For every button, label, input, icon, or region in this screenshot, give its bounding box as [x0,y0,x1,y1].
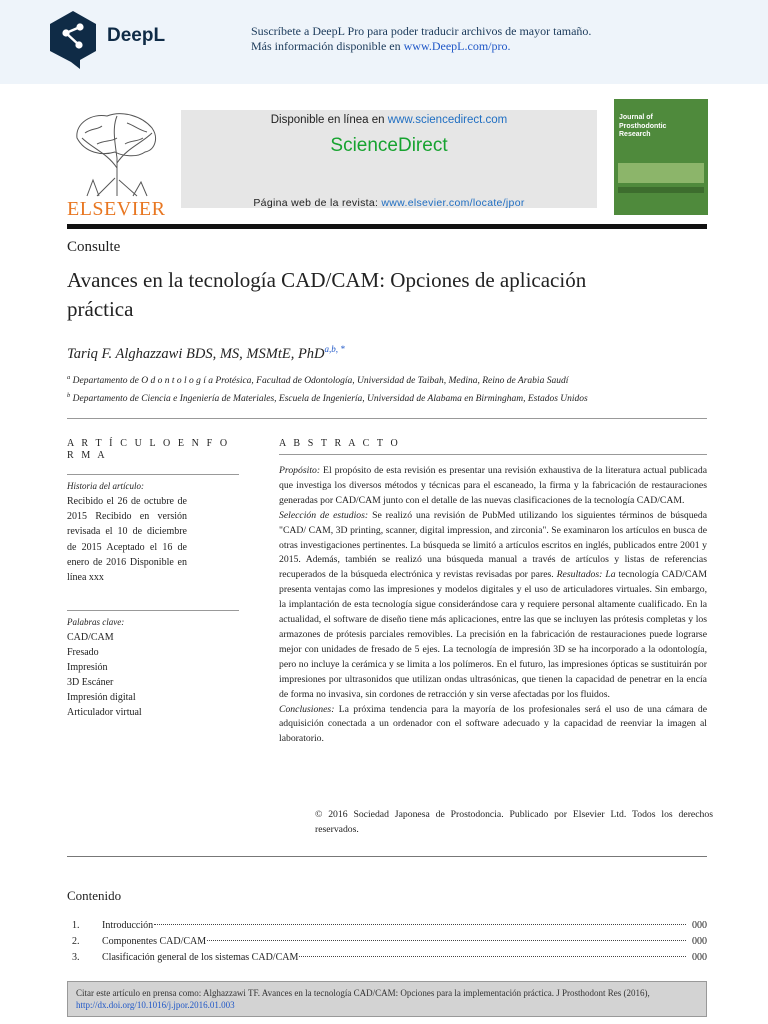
deepl-logo-text[interactable]: DeepL [107,25,166,46]
available-online: Disponible en línea en www.sciencedirect.com [270,114,508,126]
keyword: Impresión digital [67,692,136,703]
article-info-heading: A R T Í C U L O E N F O R M A [67,438,230,461]
history-label: Historia del artículo: [67,481,144,491]
divider [279,454,707,455]
journal-cover-title: Journal of Prosthodontic Research [619,114,667,138]
cover-photo-strip [618,163,704,183]
abstract-heading: A B S T R A C T O [279,438,401,449]
toc-item[interactable]: 3. Clasificación general de los sistemas CAD/CAM 000 [72,952,707,963]
abstract-purpose: Propósito: El propósito de esta revisión es presentar una revisión exhaustiva de la literatura actual publicada que investiga los diversos métodos y técnicas para el escaneado, la firma y la fabricación de restauraciones generadas por CAD/CAM junto con el detalle de las nuevas clasificaciones de la tecnología CAD/CAM. [279,465,707,506]
deepl-logo-icon[interactable] [47,9,99,71]
journal-homepage: Página web de la revista: www.elsevier.com/locate/jpor [253,197,525,209]
history-text: Recibido el 26 de octubre de 2015 Recibido en versión revisada el 10 de diciembre de 2015 Aceptado el 16 de enero de 2016 Disponible en línea xxx [67,496,187,584]
table-of-contents [67,918,707,966]
keywords-list [67,630,142,720]
elsevier-wordmark: ELSEVIER [67,198,166,220]
keywords-label: Palabras clave: [67,617,125,627]
keyword: Impresión [67,662,108,673]
article-type: Consulte [67,239,121,255]
keyword: 3D Escáner [67,677,114,688]
abstract-body [279,464,707,747]
deepl-banner [0,0,768,84]
divider [67,474,239,475]
article-authors: Tariq F. Alghazzawi BDS, MS, MSMtE, PhD$^{a,b, *}$ [67,344,345,362]
divider [67,418,707,419]
keyword: CAD/CAM [67,632,114,643]
abstract-conclusions: Conclusiones: La próxima tendencia para la mayoría de los profesionales será el uso de una cámara de adquisición conectada a un ordenador con el software adecuado y la capacidad de reenviar la imagen al laboratorio. [279,703,707,745]
citation-text: Citar este artículo en prensa como: Alghazzawi TF. Avances en la tecnología CAD/CAM: Opciones para la implementación práctica. J Prosthodont Res (2016), [76,988,650,998]
affiliations [67,371,687,406]
toc-item[interactable]: 2. Componentes CAD/CAM 000 [72,936,707,947]
divider [67,610,239,611]
journal-homepage-link[interactable]: www.elsevier.com/locate/jpor [381,197,525,209]
promo-text [251,24,591,54]
keyword: Articulador virtual [67,707,142,718]
sciencedirect-box [181,110,597,208]
header-divider [67,224,707,229]
keyword: Fresado [67,647,99,658]
sciencedirect-link[interactable]: www.sciencedirect.com [387,114,508,126]
journal-cover-image [614,99,708,215]
sciencedirect-name: ScienceDirect [330,135,448,156]
cover-band [618,187,704,193]
affiliation-a: $^a$ Departamento de O d o n t o l o g í a Protésica, Facultad de Odontología, Universidad de Taibah, Medina, Reino de Arabia Saudí [67,374,569,387]
contents-heading: Contenido [67,888,122,903]
citation-box [67,981,707,1017]
author-affiliation-marks[interactable]: a,b, * [324,344,345,354]
promo-line-1: Suscríbete a DeepL Pro para poder traducir archivos de mayor tamaño. [251,24,592,38]
deepl-pro-link[interactable]: www.DeepL.com/pro. [403,39,511,53]
elsevier-tree-logo-icon [67,108,163,198]
doi-link[interactable]: http://dx.doi.org/10.1016/j.jpor.2016.01.003 [76,999,235,1010]
affiliation-b: $^b$ Departamento de Ciencia e Ingeniería de Materiales, Escuela de Ingeniería, Universidad de Alabama en Birmingham, Estados Unidos [67,391,588,404]
divider [67,856,707,857]
copyright-notice: © 2016 Sociedad Japonesa de Prostodoncia. Publicado por Elsevier Ltd. Todos los derechos reservados. [315,809,713,835]
promo-line-2: Más información disponible en www.DeepL.com/pro. [251,39,511,53]
article-title: Avances en la tecnología CAD/CAM: Opciones de aplicación práctica [67,268,587,321]
abstract-selection: Selección de estudios: Se realizó una revisión de PubMed utilizando los siguientes términos de búsqueda "CAD/ CAM, 3D printing, scanner, digital impression, and zirconia". Se examinaron los artículos en busca de otras investigaciones pertinentes. La búsqueda se limitó a artículos escritos en inglés, publicados entre 2001 y 2015. Además, también se realizó una búsqueda manual a través de artículos y listas de referencias recuperados de la búsqueda electrónica y revistas revisadas por pares. Resultados: La tecnología CAD/CAM presenta ventajas como las impresiones y modelos digitales y el uso de articuladores virtuales. Sin embargo, la implantación de esta tecnología sigue considerándose cara y requiere personal altamente cualificado. En la actualidad, el software de diseño tiene más aplicaciones, entre las que se incluyen las prótesis completas y los armazones de prótesis parciales removibles. La precisión en la fabricación de restauraciones puede lograrse mejor con unidades de fresado de 5 ejes. La tecnología de impresión 3D se ha incorporado a la odontología, pero no incluye la cerámica y se limita a los polímeros. En el futuro, las impresiones ópticas se sustituirán por impresiones por ultrasonidos que utilizan ondas ultrasónicas, que tienen la capacidad de penetrar en la encía de forma no invasiva, sin cordones de retracción y sin verse afectadas por los fluidos. [279,509,708,700]
toc-item[interactable]: 1. Introducción 000 [72,920,707,931]
